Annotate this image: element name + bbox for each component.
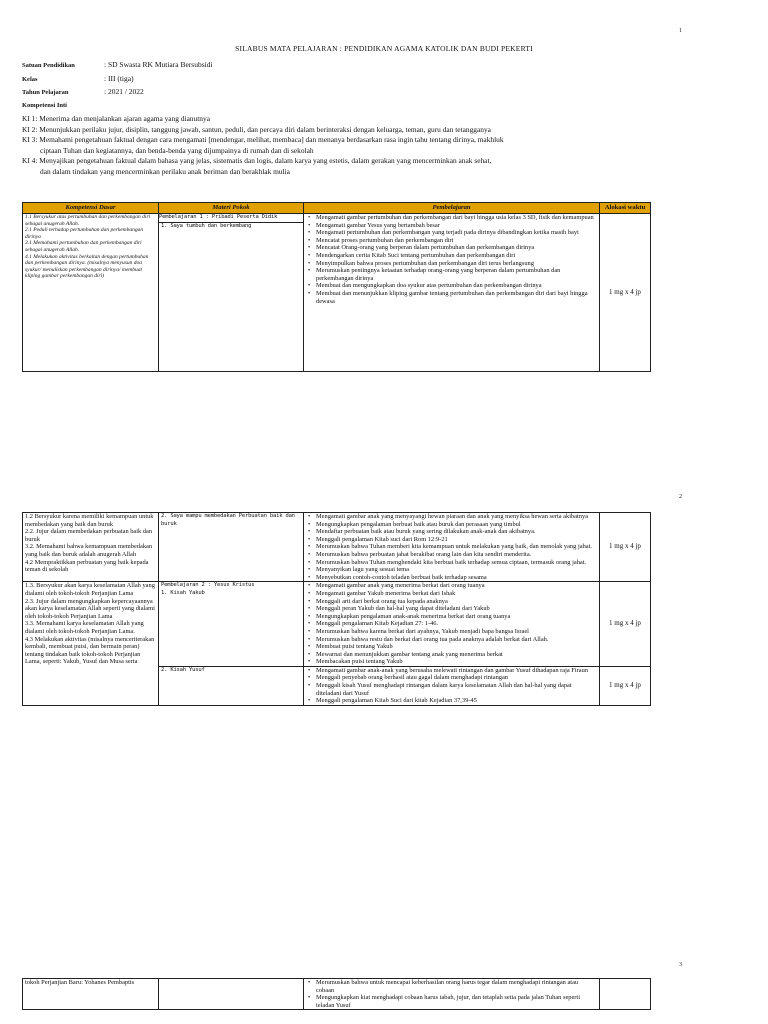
table-row [23,214,651,223]
materi-cell: 1. Saya tumbuh dan berkembang [159,222,304,371]
meta-key: Kelas [22,76,38,83]
list-item: • Mengamati gambar pertumbuhan dan perkembangan dari bayi hingga usia kelas 3 SD, fisik dan kemampuan [316,214,597,222]
syllabus-table-3 [22,978,651,1010]
ki-line: dan dalam tindakan yang mencerminkan perilaku anak beriman dan berakhlak mulia [40,166,290,176]
meta-row [22,60,213,69]
header-alokasi-waktu: Alokasi waktu [600,203,651,214]
list-item: • Merumuskan bahwa Tuhan memberi kita kemampuan untuk melakukan yang baik, dan menolak yang jahat. [316,543,597,551]
materi-item: 1. Kisah Yakub [161,589,205,596]
list-item: • Menyebutkan contoh-contoh teladan berbuat baik terhadap sesama [316,574,597,582]
kd-cell: 1.3. Bersyukur akan karya keselamatan Allah yang dialami oleh tokoh-tokoh Perjanjian Lama 2.3. Jujur dalam mengungkapkan kepercayaannya akan karya keselamatan Allah seperti yang dialami oleh tokoh-tokoh Perjanjian Lama 3.3. Memahami karya keselamatan Allah yang dialami oleh tokoh-tokoh Perjanjian Lama. 4.3 Melakukan aktivitas (misalnya menceriterakan kembali, membuat puisi, dan bermain peran) tentang tindakan baik tokoh-tokoh Perjanjian Lama, seperti: Yakub, Yusuf dan Musa serta [23,582,159,706]
list-item: • Mendaftar perbuatan baik atau buruk yang sering dilakukan anak-anak dan akibatnya. [316,528,597,536]
page-number: 1 [679,28,682,34]
list-item: • Merumuskan bahwa perbuatan jahat berakibat orang lain dan kita sendiri menderita. [316,551,597,559]
kd-cell: 1.1 Bersyukur atas pertumbuhan dan perkembangan diri sebagai anugerah Allah. 2.1 Peduli terhadap pertumbuhan dan perkembangan dirinya 3.1 Memahami pertumbuhan dan perkembangan diri sebagai anugerah Allah. 4.1 Melakukan aktivitas berkaitan dengan pertumbuhan dan perkembangan dirinya. (misalnya menyusun doa syukur/ menuliskan perkembangan dirinya/ membuat kliping gambar perkembangan diri) [23,214,159,372]
alokasi-cell: 1 mg x 4 jp [600,582,651,667]
ki-line: KI 3: Memahami pengetahuan faktual dengan cara mengamati [mendengar, melihat, membaca] dan menanya berdasarkan rasa ingin tahu tentang dirinya, makhluk [22,135,504,145]
list-item: • Mengungkapkan pengalaman anak-anak menerima berkat dari orang tuanya [316,613,597,621]
meta-row [22,87,144,96]
list-item: • Menyimpulkan bahwa proses pertumbuhan dan perkembangan diri terus berlangsung [316,260,597,268]
list-item: • Mencatat proses pertumbuhan dan perkembangan diri [316,237,597,245]
pembelajaran-cell [304,979,600,1010]
list-item: • Membuat dan menunjukkan kliping gambar tentang pertumbuhan dan perkembangan diri dari bayi hingga dewasa [316,290,597,305]
list-item: • Mengamati gambar Yakub menerima berkat dari Ishak [316,590,597,598]
list-item: • Menyanyikan lagu yang sesuai tema [316,566,597,574]
alokasi-cell: 1 mg x 4 jp [600,666,651,705]
page-3 [0,956,768,1024]
ki-line: ciptaan Tuhan dan kegiatannya, dan benda-benda yang dijumpainya di rumah dan di sekolah [40,145,314,155]
list-item: • Menggali pengalaman Kitab suci dari Rom 12:9-21 [316,536,597,544]
list-item: • Membuat puisi tentang Yakub [316,643,597,651]
materi-cell [159,582,304,667]
page-2 [0,488,768,948]
table-row [23,513,651,582]
pembelajaran-list [306,513,597,581]
list-item: • Mewarnai dan menunjukkan gambar tentang anak yang menerima berkat [316,651,597,659]
pembelajaran-list [306,979,597,1009]
list-item: • Merumuskan bahwa karena berkat dari ayahnya, Yakub menjadi bapa bangsa Israel [316,628,597,636]
pembelajaran-list [306,214,597,305]
list-item: • Mengamati gambar anak-anak yang berusaha melewati rintangan dan gambar Yusuf dihadapan raja Firaun [316,667,597,675]
pembelajaran-list [306,667,597,705]
lesson-header: Pembelajaran 1 : Pribadi Peserta Didik [159,214,304,223]
meta-row [22,101,104,109]
materi-cell [159,979,304,1010]
header-materi-pokok: Materi Pokok [159,203,304,214]
header-kompetensi-dasar: Kompetensi Dasar [23,203,159,214]
meta-value: : 2021 / 2022 [104,87,144,96]
alokasi-cell: 1 mg x 4 jp [600,513,651,582]
list-item: • Membuat dan mengungkapkan doa syukur atas pertumbuhan dan perkembangan dirinya [316,282,597,290]
meta-value: : III (tiga) [104,74,134,83]
syllabus-table-1 [22,202,651,372]
meta-key: Satuan Pendidikan [22,62,75,69]
table-row [23,582,651,667]
list-item: • Merumuskan pentingnya ketaatan terhadap orang-orang yang berperan dalam pertumbuhan dan perkembangan dirinya [316,267,597,282]
header-pembelajaran: Pembelajaran [304,203,600,214]
alokasi-cell [600,979,651,1010]
pembelajaran-cell [304,666,600,705]
materi-cell: 2. Kisah Yusuf [159,666,304,705]
list-item: • Merumuskan bahwa untuk mencapai keberhasilan orang harus tegar dalam menghadapi rintangan atau cobaan [316,979,597,994]
list-item: • Merumuskan bahwa restu dan berkat dari orang tua pada anaknya adalah berkat dari Allah. [316,636,597,644]
table-header-row [23,203,651,214]
kompetensi-inti [22,114,712,178]
list-item: • Mengamati gambar Yesus yang bertambah besar [316,222,597,230]
list-item: • Menggali arti dari berkat orang tua kepada anaknya [316,598,597,606]
list-item: • Mengungkapkan kiat menghadapi cobaan harus tabah, jujur, dan tetaplah setia pada jalan Tuhan seperti teladan Yusuf [316,994,597,1009]
ki-line: KI 2: Menunjukkan perilaku jujur, disiplin, tanggung jawab, santun, peduli, dan percaya diri dalam berinteraksi dengan keluarga, teman, guru dan tetangganya [22,124,491,134]
ki-line: KI 4: Menyajikan pengetahuan faktual dalam bahasa yang jelas, sistematis dan logis, dalam karya yang estetis, dalam gerakan yang mencerminkan anak sehat, [22,156,492,166]
pembelajaran-list [306,582,597,666]
list-item: • Menggali pengalaman Kitab Kejadian 27: 1-46. [316,620,597,628]
list-item: • Menggali peran Yakub dan hal-hal yang dapat diteladani dari Yakub [316,605,597,613]
page-1 [0,0,768,470]
list-item: • Membacakan puisi tentang Yakub [316,658,597,666]
materi-cell: 2. Saya mampu membedakan Perbuatan baik dan buruk [159,513,304,582]
meta-row [22,74,134,83]
list-item: • Mengamati pertumbuhan dan perkembangan yang terjadi pada dirinya dibandingkan ketika masih bayi [316,229,597,237]
alokasi-cell: 1 mg x 4 jp [600,214,651,372]
list-item: • Menggali penyebab orang berhasil atau gagal dalam menghadapi rintangan [316,674,597,682]
list-item: • Menggali kisah Yusuf menghadapi rintangan dalam karya keselamatan Allah dan hal-hal yang dapat diteladani dari Yusuf [316,682,597,697]
list-item: • Mendengarkan cerita Kitab Suci tentang pertumbuhan dan perkembangan diri [316,252,597,260]
syllabus-table-2 [22,512,651,706]
page-number: 3 [679,962,682,968]
document-title: SILABUS MATA PELAJARAN : PENDIDIKAN AGAMA KATOLIK DAN BUDI PEKERTI [235,44,533,53]
pembelajaran-cell [304,513,600,582]
list-item: • Mengamati gambar anak yang menerima berkat dari orang tuanya [316,582,597,590]
kd-cell: tokoh Perjanjian Baru: Yohanes Pembaptis [23,979,159,1010]
list-item: • Mengamati gambar anak yang menyayangi hewan piaraan dan anak yang menyiksa hewan serta akibatnya [316,513,597,521]
ki-line: KI 1: Menerima dan menjalankan ajaran agama yang dianutnya [22,114,210,123]
meta-value: : SD Swasta RK Mutiara Bersubsidi [104,60,213,69]
list-item: • Menggali pengalaman Kitab Suci dari kitab Kejadian 37,39-45 [316,697,597,705]
meta-key: Tahun Pelajaran [22,89,69,96]
kd-cell: 1.2 Bersyukur karena memiliki kemampuan untuk membedakan yang baik dan buruk 2.2. Jujur dalam membedakan perbuatan baik dan buruk 3.2. Memahami bahwa kemampuan membedakan yang baik dan buruk adalah anugerah Allah 4.2 Mempraktikkan perbuatan yang baik kepada teman di sekolah [23,513,159,582]
list-item: • Mengungkapkan pengalaman berbuat baik atau buruk dan perasaan yang timbul [316,521,597,529]
page-number: 2 [679,494,682,500]
table-row [23,979,651,1010]
list-item: • Mencatat Orang-orang yang berperan dalam pertumbuhan dan perkembangan dirinya [316,244,597,252]
meta-key: Kompetensi Inti [22,102,67,109]
list-item: • Merumuskan bahwa Tuhan menghendaki kita berbuat baik terhadap semua ciptaan, termasuk orang jahat. [316,559,597,567]
lesson-header: Pembelajaran 2 : Yesus Kristus [161,582,255,589]
pembelajaran-cell [304,214,600,372]
pembelajaran-cell [304,582,600,667]
